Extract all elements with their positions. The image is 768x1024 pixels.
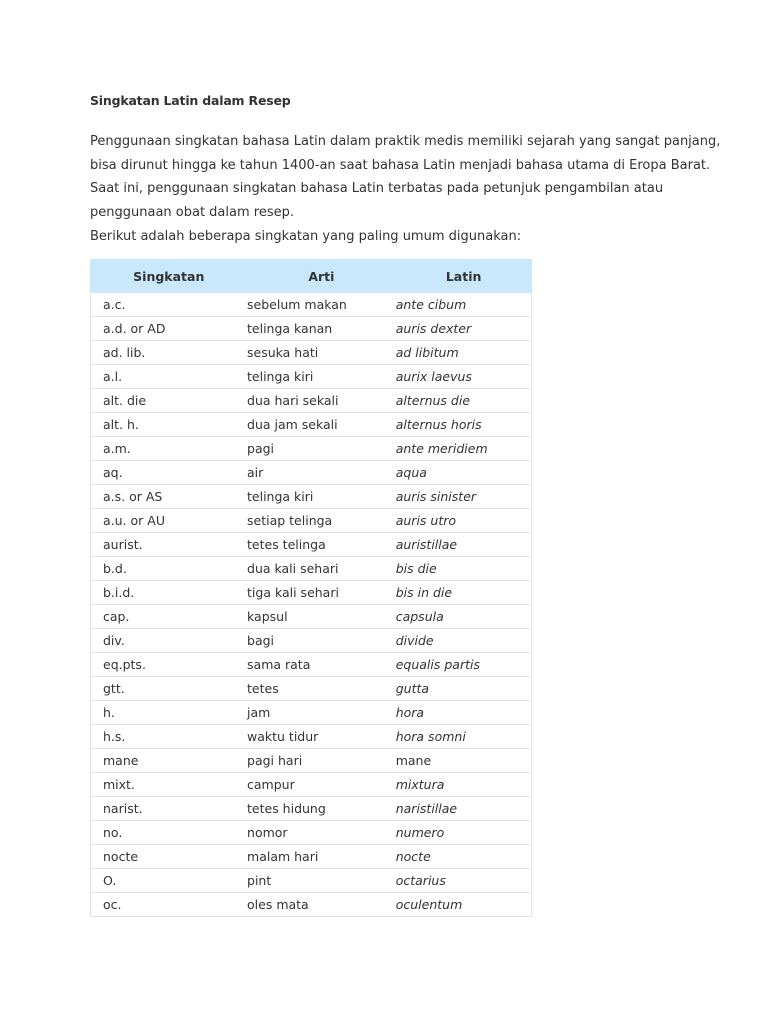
cell-singkatan: eq.pts. xyxy=(91,653,248,677)
cell-latin: naristillae xyxy=(396,797,532,821)
table-row xyxy=(91,293,532,317)
cell-singkatan: a.c. xyxy=(91,293,248,317)
cell-arti: sebelum makan xyxy=(247,293,396,317)
cell-latin: auris dexter xyxy=(396,317,532,341)
cell-singkatan: a.m. xyxy=(91,437,248,461)
cell-arti: sama rata xyxy=(247,653,396,677)
table-row xyxy=(91,437,532,461)
cell-singkatan: aq. xyxy=(91,461,248,485)
header-arti: Arti xyxy=(247,260,396,293)
cell-singkatan: ad. lib. xyxy=(91,341,248,365)
intro-line: bisa dirunut hingga ke tahun 1400-an saat bahasa Latin menjadi bahasa utama di Eropa Barat. xyxy=(90,157,711,173)
table-row xyxy=(91,677,532,701)
cell-latin: alternus die xyxy=(396,389,532,413)
cell-singkatan: mixt. xyxy=(91,773,248,797)
cell-singkatan: narist. xyxy=(91,797,248,821)
cell-arti: oles mata xyxy=(247,893,396,917)
cell-arti: pagi hari xyxy=(247,749,396,773)
table-row xyxy=(91,821,532,845)
cell-singkatan: aurist. xyxy=(91,533,248,557)
cell-latin: mixtura xyxy=(396,773,532,797)
cell-singkatan: cap. xyxy=(91,605,248,629)
table-row xyxy=(91,485,532,509)
table-row xyxy=(91,629,532,653)
cell-singkatan: oc. xyxy=(91,893,248,917)
cell-singkatan: b.i.d. xyxy=(91,581,248,605)
intro-line: Saat ini, penggunaan singkatan bahasa Latin terbatas pada petunjuk pengambilan atau xyxy=(90,181,664,196)
cell-arti: nomor xyxy=(247,821,396,845)
table-row xyxy=(91,557,532,581)
table-row xyxy=(91,749,532,773)
table-row xyxy=(91,389,532,413)
cell-arti: setiap telinga xyxy=(247,509,396,533)
table-lead-text: Berikut adalah beberapa singkatan yang paling umum digunakan: xyxy=(90,229,522,244)
cell-singkatan: O. xyxy=(91,869,248,893)
cell-latin: ante cibum xyxy=(396,293,532,317)
cell-latin: auristillae xyxy=(396,533,532,557)
cell-singkatan: a.u. or AU xyxy=(91,509,248,533)
cell-singkatan: h.s. xyxy=(91,725,248,749)
cell-arti: telinga kiri xyxy=(247,365,396,389)
cell-singkatan: alt. die xyxy=(91,389,248,413)
cell-arti: dua hari sekali xyxy=(247,389,396,413)
cell-singkatan: b.d. xyxy=(91,557,248,581)
cell-latin: gutta xyxy=(396,677,532,701)
cell-latin: hora somni xyxy=(396,725,532,749)
cell-arti: pagi xyxy=(247,437,396,461)
cell-singkatan: a.l. xyxy=(91,365,248,389)
cell-latin: nocte xyxy=(396,845,532,869)
cell-arti: kapsul xyxy=(247,605,396,629)
cell-arti: bagi xyxy=(247,629,396,653)
table-row xyxy=(91,725,532,749)
cell-singkatan: a.d. or AD xyxy=(91,317,248,341)
cell-arti: dua jam sekali xyxy=(247,413,396,437)
header-latin: Latin xyxy=(396,260,532,293)
cell-latin: octarius xyxy=(396,869,532,893)
cell-latin: bis die xyxy=(396,557,532,581)
table-row xyxy=(91,893,532,917)
table-row xyxy=(91,341,532,365)
cell-latin: ante meridiem xyxy=(396,437,532,461)
table-row xyxy=(91,869,532,893)
cell-singkatan: gtt. xyxy=(91,677,248,701)
cell-latin: oculentum xyxy=(396,893,532,917)
header-singkatan: Singkatan xyxy=(91,260,248,293)
cell-latin: aurix laevus xyxy=(396,365,532,389)
table-row xyxy=(91,653,532,677)
table-row xyxy=(91,581,532,605)
page-title: Singkatan Latin dalam Resep xyxy=(90,93,291,108)
table-row xyxy=(91,605,532,629)
intro-line: Penggunaan singkatan bahasa Latin dalam praktik medis memiliki sejarah yang sangat panjang, xyxy=(90,134,721,149)
cell-latin: mane xyxy=(396,749,532,773)
cell-arti: tetes xyxy=(247,677,396,701)
cell-arti: malam hari xyxy=(247,845,396,869)
cell-arti: telinga kanan xyxy=(247,317,396,341)
intro-line: penggunaan obat dalam resep. xyxy=(90,204,294,220)
table-row xyxy=(91,773,532,797)
cell-arti: air xyxy=(247,461,396,485)
cell-latin: divide xyxy=(396,629,532,653)
table-header xyxy=(91,260,532,293)
cell-arti: pint xyxy=(247,869,396,893)
table-row xyxy=(91,797,532,821)
cell-latin: alternus horis xyxy=(396,413,532,437)
cell-arti: tetes telinga xyxy=(247,533,396,557)
cell-latin: bis in die xyxy=(396,581,532,605)
cell-singkatan: alt. h. xyxy=(91,413,248,437)
cell-latin: auris sinister xyxy=(396,485,532,509)
table-row xyxy=(91,413,532,437)
cell-singkatan: div. xyxy=(91,629,248,653)
table-row xyxy=(91,461,532,485)
table-body xyxy=(91,293,532,917)
cell-arti: waktu tidur xyxy=(247,725,396,749)
cell-arti: sesuka hati xyxy=(247,341,396,365)
cell-singkatan: nocte xyxy=(91,845,248,869)
cell-arti: telinga kiri xyxy=(247,485,396,509)
cell-singkatan: h. xyxy=(91,701,248,725)
table-row xyxy=(91,845,532,869)
table-row xyxy=(91,317,532,341)
table-row xyxy=(91,509,532,533)
cell-latin: aqua xyxy=(396,461,532,485)
intro-paragraph xyxy=(90,130,721,224)
cell-latin: ad libitum xyxy=(396,341,532,365)
cell-singkatan: mane xyxy=(91,749,248,773)
cell-latin: capsula xyxy=(396,605,532,629)
cell-latin: numero xyxy=(396,821,532,845)
cell-arti: tiga kali sehari xyxy=(247,581,396,605)
table-row xyxy=(91,701,532,725)
cell-arti: dua kali sehari xyxy=(247,557,396,581)
cell-singkatan: a.s. or AS xyxy=(91,485,248,509)
cell-latin: equalis partis xyxy=(396,653,532,677)
cell-arti: tetes hidung xyxy=(247,797,396,821)
table-header-row xyxy=(91,260,532,293)
cell-arti: campur xyxy=(247,773,396,797)
table-row xyxy=(91,533,532,557)
abbreviation-table xyxy=(90,259,532,917)
cell-arti: jam xyxy=(247,701,396,725)
cell-latin: auris utro xyxy=(396,509,532,533)
cell-latin: hora xyxy=(396,701,532,725)
cell-singkatan: no. xyxy=(91,821,248,845)
table-row xyxy=(91,365,532,389)
